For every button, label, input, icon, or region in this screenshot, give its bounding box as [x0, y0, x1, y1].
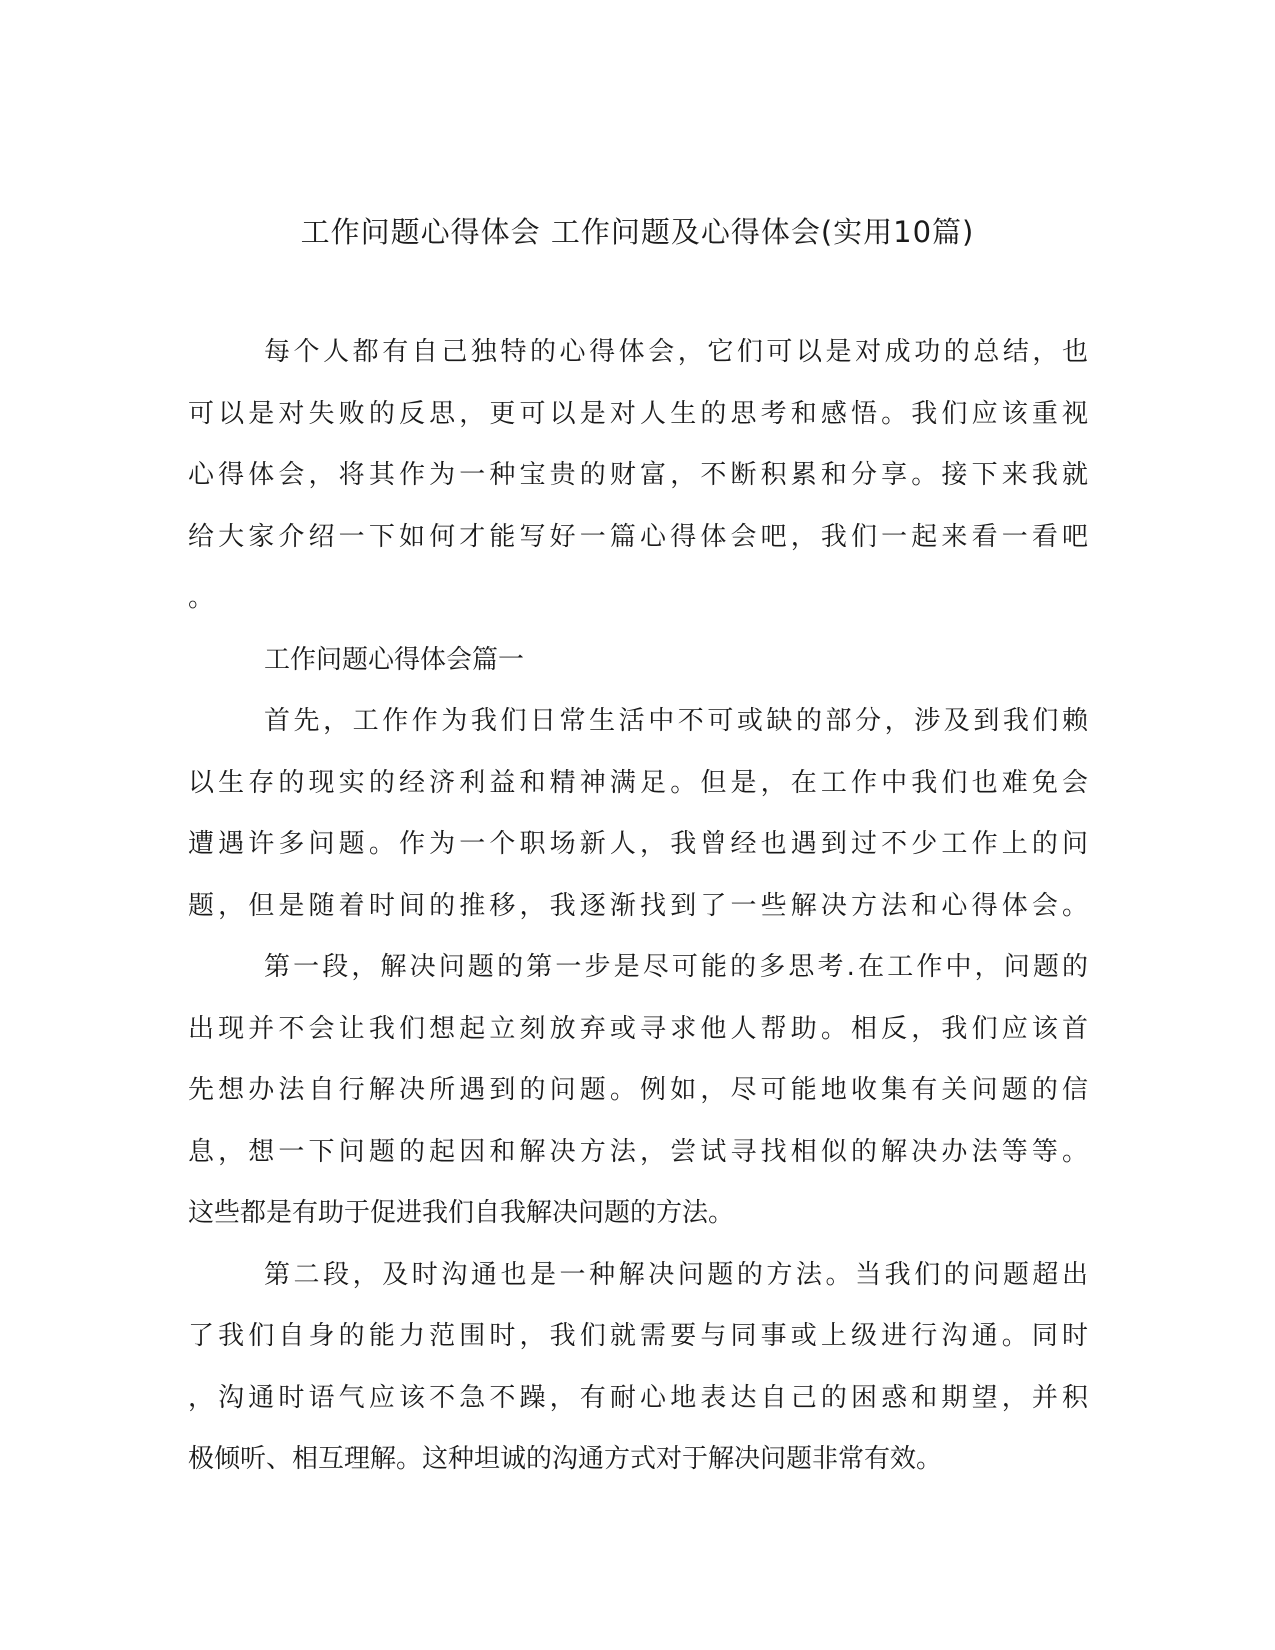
- text-line: 息，想一下问题的起因和解决方法，尝试寻找相似的解决办法等等。: [188, 1136, 1088, 1167]
- text-line: 先想办法自行解决所遇到的问题。例如，尽可能地收集有关问题的信: [188, 1075, 1088, 1105]
- text-line: ，沟通时语气应该不急不躁，有耐心地表达自己的困惑和期望，并积: [188, 1382, 1088, 1413]
- document-body: [188, 327, 1088, 1496]
- text-line: 极倾听、相互理解。这种坦诚的沟通方式对于解决问题非常有效。: [188, 1444, 943, 1474]
- text-line: 给大家介绍一下如何才能写好一篇心得体会吧，我们一起来看一看吧: [188, 521, 1088, 552]
- text-line: 题，但是随着时间的推移，我逐渐找到了一些解决方法和心得体会。: [188, 890, 1088, 921]
- text-line: 遭遇许多问题。作为一个职场新人，我曾经也遇到过不少工作上的问: [188, 829, 1088, 859]
- text-line: 第二段，及时沟通也是一种解决问题的方法。当我们的问题超出: [264, 1259, 1088, 1290]
- text-line: 可以是对失败的反思，更可以是对人生的思考和感悟。我们应该重视: [188, 398, 1088, 429]
- text-line: 以生存的现实的经济利益和精神满足。但是，在工作中我们也难免会: [188, 767, 1088, 798]
- text-line: 每个人都有自己独特的心得体会，它们可以是对成功的总结，也: [264, 337, 1088, 367]
- text-line: 。: [188, 583, 215, 613]
- text-line: 心得体会，将其作为一种宝贵的财富，不断积累和分享。接下来我就: [188, 460, 1088, 490]
- text-line: 第一段，解决问题的第一步是尽可能的多思考.在工作中，问题的: [264, 952, 1088, 982]
- text-line: 首先，工作作为我们日常生活中不可或缺的部分，涉及到我们赖: [264, 706, 1088, 736]
- text-line: 这些都是有助于促进我们自我解决问题的方法。: [188, 1198, 735, 1228]
- text-line: 出现并不会让我们想起立刻放弃或寻求他人帮助。相反，我们应该首: [188, 1013, 1088, 1044]
- text-line: 了我们自身的能力范围时，我们就需要与同事或上级进行沟通。同时: [188, 1321, 1088, 1351]
- document-title: 工作问题心得体会 工作问题及心得体会(实用10篇): [300, 215, 975, 249]
- text-line: 工作问题心得体会篇一: [264, 644, 525, 675]
